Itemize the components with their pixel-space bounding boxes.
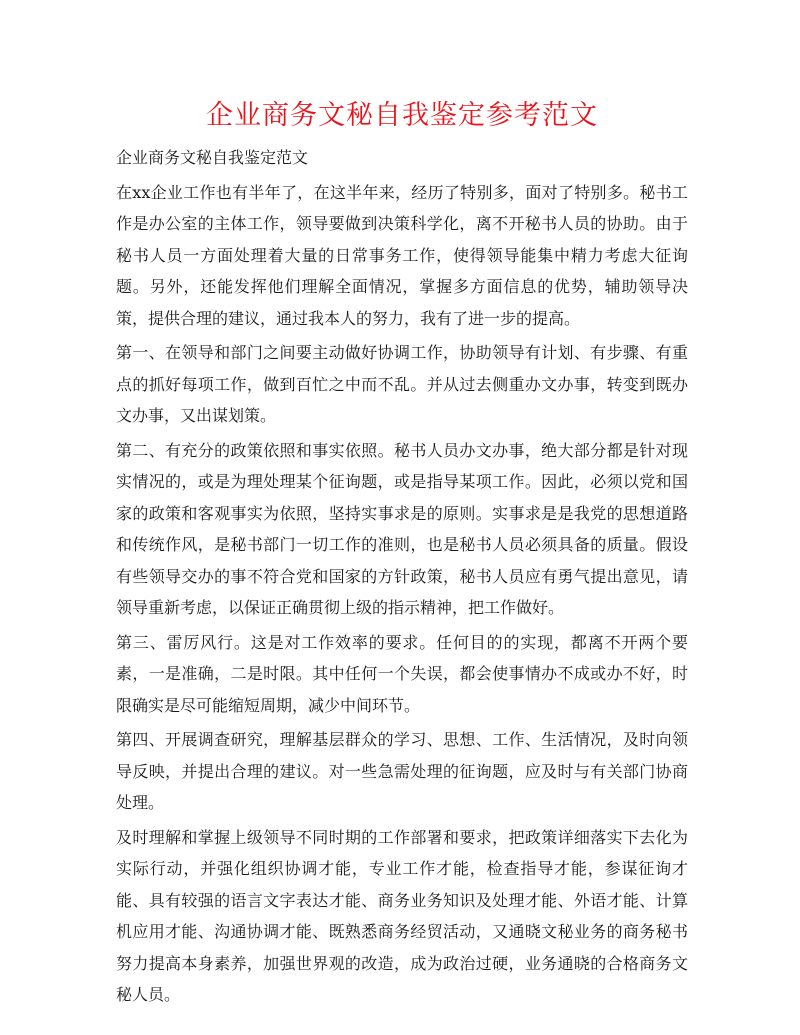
document-title: 企业商务文秘自我鉴定参考范文 <box>206 100 598 131</box>
subtitle-paragraph: 企业商务文秘自我鉴定范文 <box>116 148 309 167</box>
closing-paragraph: 及时理解和掌握上级领导不同时期的工作部署和要求，把政策详细落实下去化为实际行动，并强化组织协调才能，专业工作才能，检查指导才能，参谋征询才能、具有较强的语言文字表达才能、商务业务知识及处理才能、外语才能、计算机应用才能、沟通协调才能、既熟悉商务经贸活动，又通晓文秘业务的商务秘书努力提高本身素养，加强世界观的改造，成为政治过硬，业务通晓的合格商务文秘人员。 <box>116 827 688 1004</box>
point-one-paragraph: 第一、在领导和部门之间要主动做好协调工作，协助领导有计划、有步骤、有重点的抓好每项工作，做到百忙之中而不乱。并从过去侧重办文办事，转变到既办文办事，又出谋划策。 <box>116 343 688 425</box>
intro-paragraph: 在xx企业工作也有半年了，在这半年来，经历了特别多，面对了特别多。秘书工作是办公室的主体工作，领导要做到决策科学化，离不开秘书人员的协助。由于秘书人员一方面处理着大量的日常事务工作，使得领导能集中精力考虑大征询题。另外，还能发挥他们理解全面情况，掌握多方面信息的优势，辅助领导决策，提供合理的建议，通过我本人的努力，我有了进一步的提高。 <box>116 182 688 328</box>
point-four-paragraph: 第四、开展调查研究，理解基层群众的学习、思想、工作、生活情况，及时向领导反映，并提出合理的建议。对一些急需处理的征询题，应及时与有关部门协商处理。 <box>116 730 688 812</box>
point-two-paragraph: 第二、有充分的政策依照和事实依照。秘书人员办文办事，绝大部分都是针对现实情况的，或是为理处理某个征询题，或是指导某项工作。因此，必须以党和国家的政策和客观事实为依照，坚持实事求是的原则。实事求是是我党的思想道路和传统作风，是秘书部门一切工作的准则，也是秘书人员必须具备的质量。假设有些领导交办的事不符合党和国家的方针政策，秘书人员应有勇气提出意见，请领导重新考虑，以保证正确贯彻上级的指示精神，把工作做好。 <box>116 440 688 617</box>
document-page <box>116 96 688 1014</box>
point-three-paragraph: 第三、雷厉风行。这是对工作效率的要求。任何目的的实现，都离不开两个要素，一是准确，二是时限。其中任何一个失误，都会使事情办不成或办不好，时限确实是尽可能缩短周期，减少中间环节。 <box>116 632 688 715</box>
